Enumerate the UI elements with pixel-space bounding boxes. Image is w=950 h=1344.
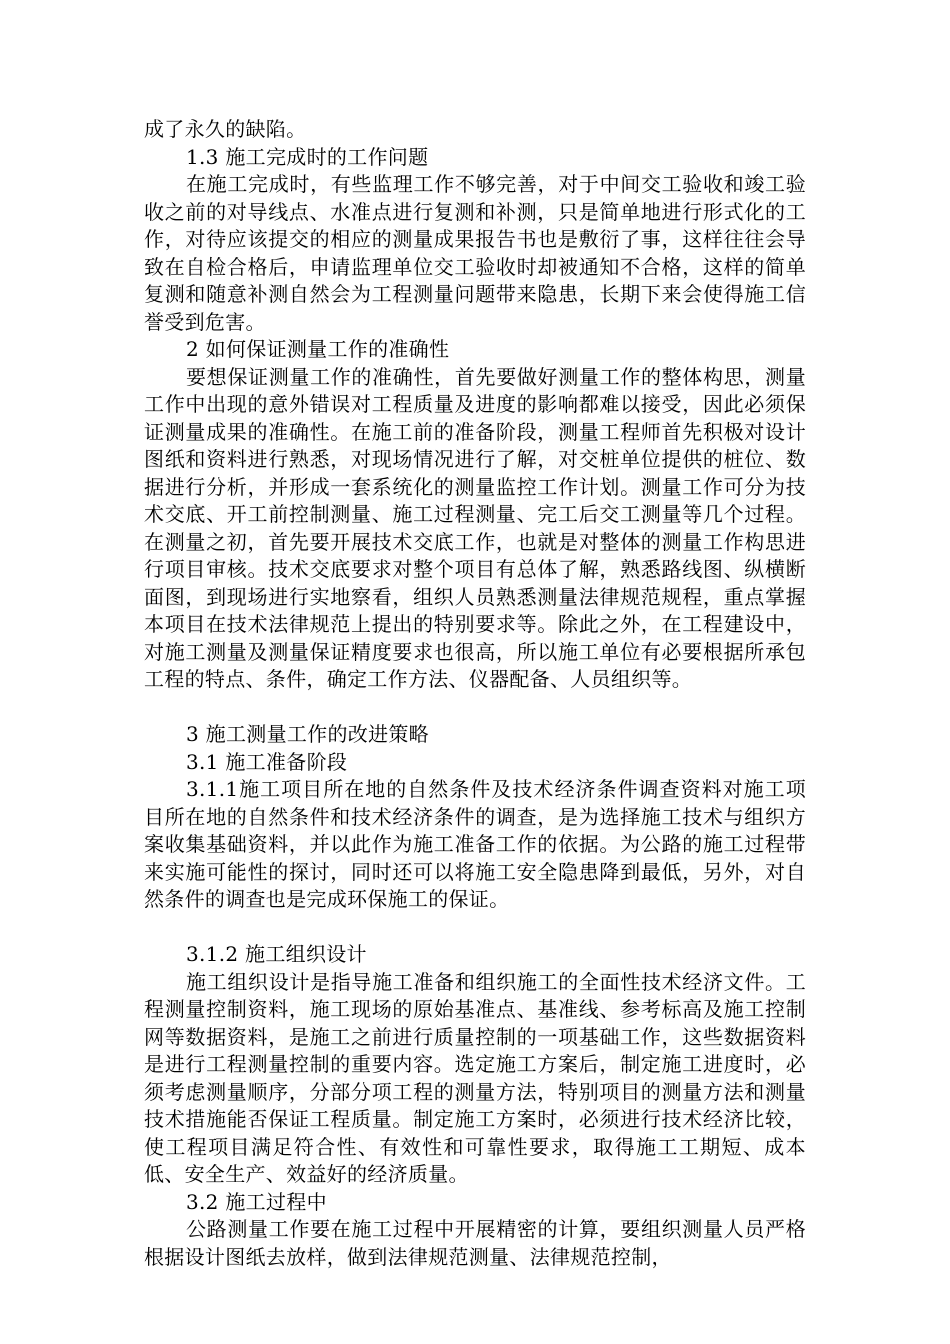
section-heading-3: 3 施工测量工作的改进策略 [186, 722, 429, 746]
section-heading-1-3: 1.3 施工完成时的工作问题 [186, 144, 429, 169]
blank-line [144, 914, 806, 942]
paragraph-construction-process: 公路测量工作要在施工过程中开展精密的计算，要组织测量人员严格根据设计图纸去放样，做到法律规范测量、法律规范控制， [144, 1217, 806, 1269]
document-body [144, 116, 806, 1271]
paragraph-accuracy: 要想保证测量工作的准确性，首先要做好测量工作的整体构思，测量工作中出现的意外错误对工程质量及进度的影响都难以接受，因此必须保证测量成果的准确性。在施工前的准备阶段，测量工程师首先积极对设计图纸和资料进行熟悉，对现场情况进行了解，对交桩单位提供的桩位、数据进行分析，并形成一套系统化的测量监控工作计划。测量工作可分为技术交底、开工前控制测量、施工过程测量、完工后交工测量等几个过程。在测量之初，首先要开展技术交底工作，也就是对整体的测量工作构思进行项目审核。技术交底要求对整个项目有总体了解，熟悉路线图、纵横断面图，到现场进行实地察看，组织人员熟悉测量法律规范规程，重点掌握本项目在技术法律规范上提出的特别要求等。除此之外，在工程建设中，对施工测量及测量保证精度要求也很高，所以施工单位有必要根据所承包工程的特点、条件，确定工作方法、仪器配备、人员组织等。 [144, 364, 806, 691]
paragraph-3-1-1: 3.1.1施工项目所在地的自然条件及技术经济条件调查资料对施工项目所在地的自然条件和技术经济条件的调查，是为选择施工技术与组织方案收集基础资料，并以此作为施工准备工作的依据。为公路的施工过程带来实施可能性的探讨，同时还可以将施工安全隐患降到最低，另外，对自然条件的调查也是完成环保施工的保证。 [144, 777, 806, 911]
section-heading-3-2: 3.2 施工过程中 [186, 1189, 327, 1214]
paragraph-completion-issues: 在施工完成时，有些监理工作不够完善，对于中间交工验收和竣工验收之前的对导线点、水准点进行复测和补测，只是简单地进行形式化的工作，对待应该提交的相应的测量成果报告书也是敷衍了事，这样往往会导致在自检合格后，申请监理单位交工验收时却被通知不合格，这样的简单复测和随意补测自然会为工程测量问题带来隐患，长期下来会使得施工信誉受到危害。 [144, 172, 806, 334]
blank-line [144, 694, 806, 722]
section-heading-2: 2 如何保证测量工作的准确性 [186, 337, 450, 361]
paragraph-construction-design: 施工组织设计是指导施工准备和组织施工的全面性技术经济文件。工程测量控制资料，施工现场的原始基准点、基准线、参考标高及施工控制网等数据资料，是施工之前进行质量控制的一项基础工作，这些数据资料是进行工程测量控制的重要内容。选定施工方案后，制定施工进度时，必须考虑测量顺序，分部分项工程的测量方法，特别项目的测量方法和测量技术措施能否保证工程质量。制定施工方案时，必须进行技术经济比较，使工程项目满足符合性、有效性和可靠性要求，取得施工工期短、成本低、安全生产、效益好的经济质量。 [144, 969, 806, 1186]
paragraph-continuation: 成了永久的缺陷。 [144, 117, 307, 141]
section-heading-3-1-2: 3.1.2 施工组织设计 [186, 942, 367, 966]
section-heading-3-1: 3.1 施工准备阶段 [186, 749, 348, 774]
